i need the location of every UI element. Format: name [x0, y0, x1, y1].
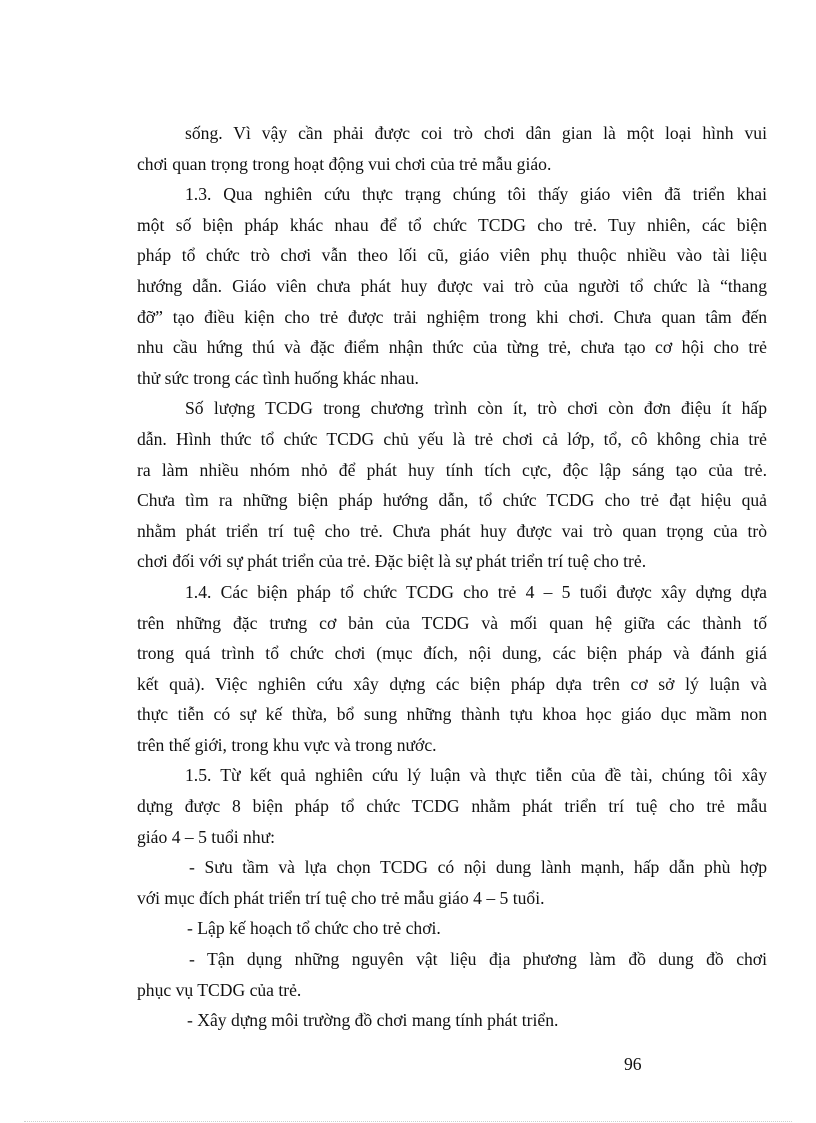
text-line: thử sức trong các tình huống khác nhau. [137, 367, 419, 388]
text-line: 1.3. Qua nghiên cứu thực trạng chúng tôi thấy giáo viên đã triển khai [185, 184, 767, 205]
text-line: nhằm phát triển trí tuệ cho trẻ. Chưa phát huy được vai trò quan trọng của trò [137, 520, 767, 541]
document-body [137, 118, 767, 1036]
bullet-item-line: phục vụ TCDG của trẻ. [137, 979, 302, 1000]
text-line: pháp tổ chức trò chơi vẫn theo lối cũ, giáo viên phụ thuộc nhiều vào tài liệu [137, 245, 767, 266]
text-line: chơi đối với sự phát triển của trẻ. Đặc biệt là sự phát triển trí tuệ cho trẻ. [137, 551, 647, 572]
bullet-item-line: - Tận dụng những nguyên vật liệu địa phương làm đồ dung đồ chơi [189, 949, 767, 970]
text-line: ra làm nhiều nhóm nhỏ để phát huy tính tích cực, độc lập sáng tạo của trẻ. [137, 459, 767, 480]
text-line: chơi quan trọng trong hoạt động vui chơi của trẻ mẫu giáo. [137, 153, 552, 174]
text-line: Số lượng TCDG trong chương trình còn ít, trò chơi còn đơn điệu ít hấp [185, 398, 767, 419]
bullet-item-line: với mục đích phát triển trí tuệ cho trẻ mẫu giáo 4 – 5 tuổi. [137, 887, 545, 908]
text-line: thực tiễn có sự kế thừa, bổ sung những thành tựu khoa học giáo dục mầm non [137, 704, 767, 725]
text-line: 1.5. Từ kết quả nghiên cứu lý luận và thực tiễn của đề tài, chúng tôi xây [185, 765, 767, 786]
text-line: một số biện pháp khác nhau để tổ chức TCDG cho trẻ. Tuy nhiên, các biện [137, 214, 767, 235]
bullet-item-line: - Sưu tầm và lựa chọn TCDG có nội dung lành mạnh, hấp dẫn phù hợp [189, 857, 767, 878]
text-line: nhu cầu hứng thú và đặc điểm nhận thức của từng trẻ, chưa tạo cơ hội cho trẻ [137, 337, 767, 358]
page-number: 96 [624, 1054, 642, 1074]
text-line: kết quả). Việc nghiên cứu xây dựng các biện pháp dựa trên cơ sở lý luận và [137, 673, 767, 694]
text-line: sống. Vì vậy cần phải được coi trò chơi dân gian là một loại hình vui [185, 123, 767, 143]
text-line: trên những đặc trưng cơ bản của TCDG và mối quan hệ giữa các thành tố [137, 612, 767, 633]
text-line: 1.4. Các biện pháp tổ chức TCDG cho trẻ 4 – 5 tuổi được xây dựng dựa [185, 581, 767, 602]
text-line: dựng được 8 biện pháp tổ chức TCDG nhằm phát triển trí tuệ cho trẻ mẫu [137, 796, 767, 817]
text-line: Chưa tìm ra những biện pháp hướng dẫn, tổ chức TCDG cho trẻ đạt hiệu quả [137, 490, 767, 511]
bullet-item-line: - Xây dựng môi trường đồ chơi mang tính phát triển. [187, 1010, 559, 1031]
page-bottom-divider [24, 1121, 792, 1122]
text-line: hướng dẫn. Giáo viên chưa phát huy được vai trò của người tổ chức là “thang [137, 275, 767, 296]
text-line: giáo 4 – 5 tuổi như: [137, 826, 276, 847]
text-line: trên thế giới, trong khu vực và trong nước. [137, 734, 437, 755]
text-line: trong quá trình tổ chức chơi (mục đích, nội dung, các biện pháp và đánh giá [137, 643, 767, 664]
text-line: dẫn. Hình thức tổ chức TCDG chủ yếu là trẻ chơi cả lớp, tổ, cô không chia trẻ [137, 428, 767, 449]
text-line: đỡ” tạo điều kiện cho trẻ được trải nghiệm trong khi chơi. Chưa quan tâm đến [137, 306, 767, 327]
bullet-item-line: - Lập kế hoạch tổ chức cho trẻ chơi. [187, 918, 441, 939]
